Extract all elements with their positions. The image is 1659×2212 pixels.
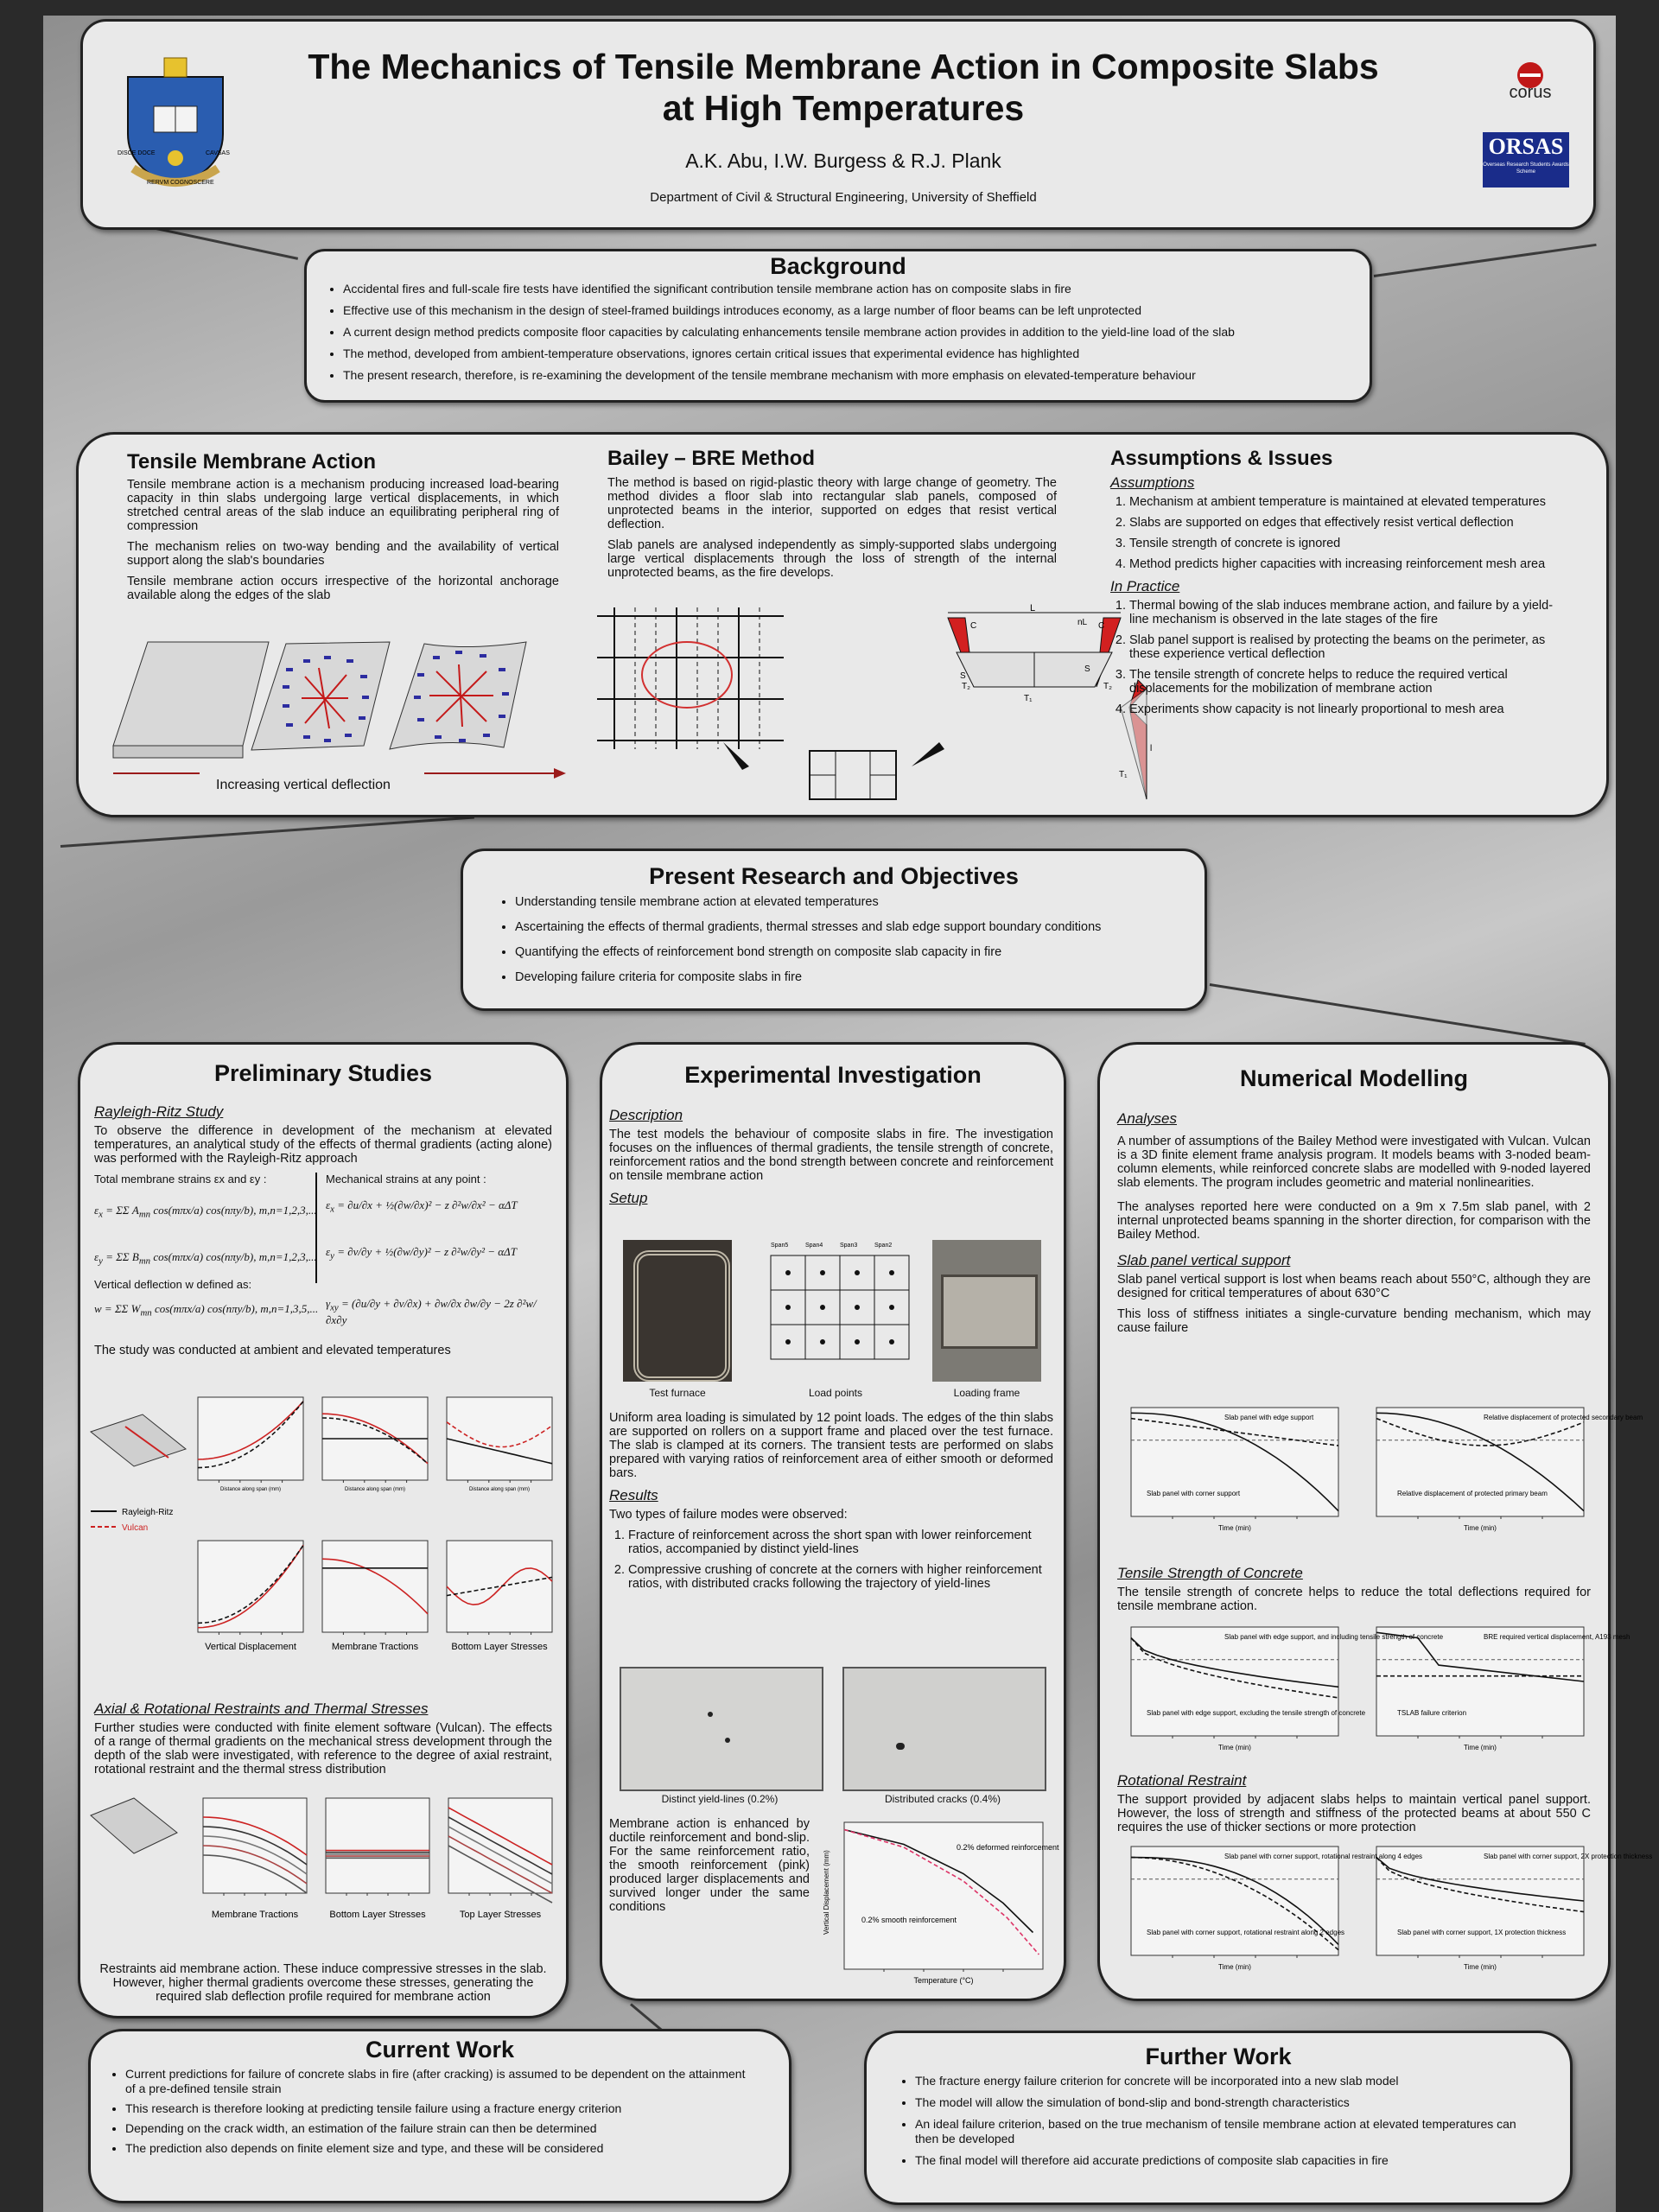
results-subheading: Results bbox=[609, 1487, 658, 1503]
legend-label: Rayleigh-Ritz bbox=[122, 1508, 174, 1517]
rotational-restraint-subheading: Rotational Restraint bbox=[1117, 1772, 1247, 1789]
test-furnace-photo bbox=[623, 1240, 732, 1382]
research-panel bbox=[461, 849, 1207, 1011]
list-item: 3. The tensile strength of concrete helps to reduce the required vertical displacements for the mobilization of membrane action bbox=[1129, 668, 1560, 696]
eq-right-title: Mechanical strains at any point : bbox=[326, 1173, 486, 1185]
slab-sketch bbox=[91, 1798, 177, 1853]
corus-wordmark: corus bbox=[1509, 83, 1552, 102]
authors: A.K. Abu, I.W. Burgess & R.J. Plank bbox=[685, 149, 1001, 172]
series-label: Slab panel with edge support, and including tensile strength of concrete bbox=[1224, 1633, 1444, 1641]
exp-para: Membrane action is enhanced by ductile reinforcement and bond-slip. For the same reinforcement ratio, the smooth reinforcement (pink) produced larger displacements and survived longer under the same conditions bbox=[609, 1817, 810, 1914]
figure-caption: Bottom Layer Stresses bbox=[329, 1910, 426, 1920]
loading-frame-photo bbox=[932, 1240, 1041, 1382]
orsas-logo bbox=[1483, 132, 1569, 188]
series-label: Slab panel with corner support, rotational restraint along 2 edges bbox=[1147, 1929, 1345, 1936]
tensile-strength-charts bbox=[1112, 1622, 1630, 1751]
label-C: C bbox=[1098, 621, 1105, 631]
chart-frame bbox=[326, 1798, 429, 1893]
list-item: 2. Slab panel support is realised by protecting the beams on the perimeter, as these experience vertical deflection bbox=[1129, 633, 1560, 661]
department: Department of Civil & Structural Engineering, University of Sheffield bbox=[650, 190, 1037, 205]
preliminary-panel bbox=[78, 1042, 569, 2018]
label-S: S bbox=[960, 671, 966, 681]
further-work-panel bbox=[864, 2031, 1573, 2205]
series-label: Relative displacement of protected primary beam bbox=[1397, 1490, 1548, 1497]
restraints-content bbox=[94, 1697, 552, 1783]
restraint-figures bbox=[91, 1789, 557, 1945]
series-label: Slab panel with corner support, 1X protection thickness bbox=[1397, 1929, 1567, 1936]
num-para: The support provided by adjacent slabs helps to maintain vertical panel support. However, the loss of strength and stiffness of the protected beams at about 550 C requires the use of thicker sections or more protection bbox=[1117, 1793, 1591, 1834]
series-label: Slab panel with corner support, rotational restraint along 4 edges bbox=[1224, 1853, 1423, 1860]
photo-caption: Distinct yield-lines (0.2%) bbox=[661, 1793, 779, 1805]
list-item: 1. Thermal bowing of the slab induces membrane action, and failure by a yield-line mechanism is observed in the late stages of the fire bbox=[1129, 599, 1560, 626]
series-label: Slab panel with corner support bbox=[1147, 1490, 1241, 1497]
eq-left-title: Total membrane strains εx and εy : bbox=[94, 1173, 267, 1185]
slab-sketch bbox=[91, 1414, 186, 1466]
results-list bbox=[609, 1529, 1053, 1591]
chart-frame bbox=[198, 1397, 303, 1480]
eq-mech-y: $\varepsilon_y = \partial v/\partial y$ + ½(∂w/∂y)² − z ∂²w/∂y² − αΔT bbox=[326, 1245, 517, 1262]
background-list bbox=[307, 282, 1370, 383]
series-label: 0.2% deformed reinforcement bbox=[957, 1843, 1059, 1852]
axis-label: Distance along span (mm) bbox=[468, 1487, 531, 1492]
label-T2: T₂ bbox=[962, 682, 970, 691]
chart-frame bbox=[1376, 1627, 1584, 1736]
list-item: • Current predictions for failure of concrete slabs in fire (after cracking) is assumed to be dependent on the attainment of a pre-defined tensile strain bbox=[125, 2067, 754, 2096]
prelim-para: Restraints aid membrane action. These induce compressive stresses in the slab. However, higher thermal gradients overcome these stresses, generating the required slab deflection profile required for membrane action bbox=[99, 1962, 547, 2004]
assumptions-list bbox=[1110, 495, 1560, 571]
exp-para: The test models the behaviour of composite slabs in fire. The investigation focuses on the influences of thermal gradients, the tensile strength of concrete, reinforcement ratios and the bond strength between concrete and reinforcement on tensile membrane action bbox=[609, 1128, 1053, 1183]
photo-caption: Loading frame bbox=[953, 1387, 1020, 1399]
label-S: S bbox=[1084, 664, 1090, 674]
list-item: • Accidental fires and full-scale fire tests have identified the significant contribution tensile membrane action has on composite slabs in fire bbox=[343, 282, 1352, 296]
chart-frame bbox=[1131, 1627, 1338, 1736]
series-label: TSLAB failure criterion bbox=[1397, 1709, 1467, 1717]
axis-label: Distance along span (mm) bbox=[219, 1487, 282, 1492]
eq-ey: $\varepsilon_y = \Sigma\Sigma$ $B_{mn}$ cos(mπx/a) cos(nπy/b), m,n=1,2,3,... bbox=[94, 1250, 317, 1267]
list-item: • The fracture energy failure criterion for concrete will be incorporated into a new slab model bbox=[915, 2074, 1535, 2088]
experimental-panel bbox=[600, 1042, 1066, 2001]
span-label: Span2 bbox=[874, 1243, 893, 1249]
list-item: • Quantifying the effects of reinforcement bond strength on composite slab capacity in fire bbox=[515, 945, 1205, 960]
eq-ex: $\varepsilon_x = \Sigma\Sigma$ $A_{mn}$ cos(mπx/a) cos(nπy/b), m,n=1,2,3,... bbox=[94, 1204, 317, 1220]
bailey-heading: Bailey – BRE Method bbox=[607, 447, 816, 470]
mechanism-panel bbox=[76, 432, 1609, 817]
num-para: A number of assumptions of the Bailey Method were investigated with Vulcan. Vulcan is a 3D finite element frame analysis program. It models beams with 3-noded beam-column elements, while reinforced concrete slabs are modelled with 9-noded layered slab elements. The program includes geometric and material nonlinearities. bbox=[1117, 1135, 1591, 1190]
prelim-content bbox=[94, 1100, 552, 1364]
eq-divider bbox=[315, 1173, 317, 1283]
photo-caption: Test furnace bbox=[649, 1387, 706, 1399]
tensile-strength-content bbox=[1117, 1561, 1591, 1620]
num-para: The tensile strength of concrete helps to reduce the total deflections required for tensile membrane action. bbox=[1117, 1586, 1591, 1613]
eq-mech-x: $\varepsilon_x = \partial u/\partial x$ + ½(∂w/∂x)² − z ∂²w/∂x² − αΔT bbox=[326, 1198, 518, 1215]
list-item: • The method, developed from ambient-temperature observations, ignores certain critical issues that experimental evidence has highlighted bbox=[343, 346, 1352, 361]
list-item: 1. Mechanism at ambient temperature is maintained at elevated temperatures bbox=[1129, 495, 1560, 509]
exp-para: Two types of failure modes were observed: bbox=[609, 1508, 848, 1522]
crack-decoration bbox=[1374, 244, 1597, 277]
figure-caption: Membrane Tractions bbox=[211, 1910, 299, 1920]
assumptions-subheading: Assumptions bbox=[1110, 474, 1195, 491]
list-item: 2. Slabs are supported on edges that effectively resist vertical deflection bbox=[1129, 516, 1560, 530]
current-work-panel bbox=[88, 2029, 791, 2203]
label-T1: T₁ bbox=[1024, 694, 1033, 703]
numerical-heading: Numerical Modelling bbox=[1239, 1065, 1469, 1091]
crack-decoration bbox=[1210, 983, 1586, 1046]
list-item: • Ascertaining the effects of thermal gradients, thermal stresses and slab edge support boundary conditions bbox=[515, 920, 1205, 935]
restraints-subheading: Axial & Rotational Restraints and Thermal Stresses bbox=[94, 1700, 429, 1717]
chart-frame bbox=[1376, 1408, 1584, 1516]
figure-caption: Membrane Tractions bbox=[331, 1642, 419, 1652]
bailey-para: Slab panels are analysed independently as simply-supported slabs undergoing large vertical displacements through the loss of strength of the internal unprotected beams, as the fire develops. bbox=[607, 538, 1057, 580]
num-para: Slab panel vertical support is lost when beams reach about 550°C, although they are designed for critical temperatures of about 630°C bbox=[1117, 1273, 1591, 1300]
chart-frame bbox=[1376, 1847, 1584, 1955]
label-l: l bbox=[1150, 744, 1153, 753]
figure-caption: Bottom Layer Stresses bbox=[451, 1642, 548, 1652]
assumptions-heading: Assumptions & Issues bbox=[1110, 447, 1333, 470]
series-label: Slab panel with edge support, excluding the tensile strength of concrete bbox=[1147, 1709, 1366, 1717]
crest-motto-left: DISCE DOCE bbox=[118, 150, 156, 156]
figure-caption: Top Layer Stresses bbox=[459, 1910, 542, 1920]
list-item: • A current design method predicts composite floor capacities by calculating enhancements tensile membrane action provides in addition to the yield-line load of the slab bbox=[343, 325, 1352, 340]
list-item: 3. Tensile strength of concrete is ignored bbox=[1129, 537, 1560, 550]
in-practice-subheading: In Practice bbox=[1110, 578, 1180, 594]
vertical-support-charts bbox=[1112, 1402, 1643, 1541]
tma-para: The mechanism relies on two-way bending and the availability of vertical support along the slab's boundaries bbox=[127, 540, 559, 568]
yield-lines-photo bbox=[620, 1667, 823, 1791]
title-line-2: at High Temperatures bbox=[662, 88, 1025, 128]
prelim-heading: Preliminary Studies bbox=[213, 1060, 433, 1086]
tma-slab-diagram bbox=[113, 633, 580, 780]
rotational-restraint-charts bbox=[1112, 1841, 1653, 1980]
x-axis-label: Time (min) bbox=[1218, 1524, 1251, 1532]
list-item: • An ideal failure criterion, based on the true mechanism of tensile membrane action at elevated temperatures can then be developed bbox=[915, 2117, 1535, 2146]
num-para: The analyses reported here were conducted on a 9m x 7.5m slab panel, with 2 internal unprotected beams spanning in the shorter direction, for comparison with the Bailey Method. bbox=[1117, 1200, 1591, 1242]
tma-para: Tensile membrane action occurs irrespective of the horizontal anchorage available along the edges of the slab bbox=[127, 575, 559, 602]
setup-subheading: Setup bbox=[609, 1190, 648, 1206]
span-label: Span5 bbox=[771, 1243, 789, 1249]
crest-motto-right: CAVSAS bbox=[206, 150, 230, 156]
prelim-para: To observe the difference in development of the mechanism at elevated temperatures, an analytical study of the effects of thermal gradients (acting alone) was performed with the Rayleigh-Ritz approach bbox=[94, 1124, 552, 1166]
list-item: • Effective use of this mechanism in the design of steel-framed buildings introduces economy, as a large number of floor beams can be left unprotected bbox=[343, 303, 1352, 318]
eq-gamma: $\gamma_{xy} = (\partial u/\partial y + \partial v/\partial x) + \partial w/\partial x$ ∂w/∂y − 2z ∂²w/∂x∂y bbox=[326, 1297, 537, 1326]
eq-defl-title: Vertical deflection w defined as: bbox=[94, 1278, 252, 1291]
list-item: • Developing failure criteria for composite slabs in fire bbox=[515, 970, 1205, 985]
rayleigh-ritz-figures bbox=[91, 1397, 557, 1743]
experimental-content bbox=[609, 1103, 1053, 1211]
x-axis-label: Time (min) bbox=[1218, 1744, 1251, 1751]
current-work-list bbox=[91, 2067, 789, 2156]
tensile-strength-subheading: Tensile Strength of Concrete bbox=[1117, 1565, 1303, 1581]
bailey-para: The method is based on rigid-plastic theory with large change of geometry. The method divides a floor slab into rectangular slab panels, composed of unprotected beams in the interior, supported on edges that resist vertical deflection. bbox=[607, 476, 1057, 531]
x-axis-label: Temperature (°C) bbox=[913, 1976, 974, 1985]
tma-heading: Tensile Membrane Action bbox=[127, 450, 377, 474]
crest-motto-bottom: RERVM COGNOSCERE bbox=[147, 180, 214, 186]
x-axis-label: Time (min) bbox=[1464, 1524, 1497, 1532]
background-panel bbox=[304, 249, 1372, 403]
tma-para: Tensile membrane action is a mechanism producing increased load-bearing capacity in thin slabs undergoing large vertical displacements, in which stretched central areas of the slab induce an equilibrating peripheral ring of compression bbox=[127, 478, 559, 533]
equations-block bbox=[94, 1173, 552, 1342]
vertical-support-subheading: Slab panel vertical support bbox=[1117, 1252, 1291, 1268]
title-line-1: The Mechanics of Tensile Membrane Action in Composite Slabs bbox=[308, 47, 1379, 86]
x-axis-label: Time (min) bbox=[1464, 1744, 1497, 1751]
chart-frame bbox=[1131, 1847, 1338, 1955]
list-item: 4. Method predicts higher capacities with increasing reinforcement mesh area bbox=[1129, 557, 1560, 571]
further-work-heading: Further Work bbox=[1145, 2044, 1292, 2069]
chart-frame bbox=[198, 1541, 303, 1632]
assumptions-section bbox=[1110, 447, 1560, 723]
series-label: Relative displacement of protected secondary beam bbox=[1484, 1414, 1643, 1421]
y-axis-label: Vertical Displacement (mm) bbox=[823, 1850, 830, 1935]
list-item: • The present research, therefore, is re-examining the development of the tensile membrane mechanism with more emphasis on elevated-temperature behaviour bbox=[343, 368, 1352, 383]
research-list bbox=[463, 895, 1205, 985]
crack-decoration bbox=[60, 817, 474, 848]
rotational-restraint-content bbox=[1117, 1769, 1591, 1841]
load-points-diagram bbox=[745, 1240, 918, 1382]
x-axis-label: Time (min) bbox=[1464, 1963, 1497, 1971]
list-item: 1. Fracture of reinforcement across the short span with lower reinforcement ratios, accompanied by distinct yield-lines bbox=[628, 1529, 1053, 1556]
exp-para: Uniform area loading is simulated by 12 point loads. The edges of the thin slabs are supported on rollers on a support frame and placed over the test furnace. The slab is clamped at its corners. The transient tests are performed on slabs prepared with varying ratios of reinforcement area of either smooth or deformed bars. bbox=[609, 1411, 1053, 1480]
photo-caption: Distributed cracks (0.4%) bbox=[884, 1793, 1001, 1805]
tma-section bbox=[127, 450, 559, 609]
series-label: Slab panel with corner support, 2X protection thickness bbox=[1484, 1853, 1653, 1860]
description-subheading: Description bbox=[609, 1107, 683, 1123]
experimental-content-2 bbox=[609, 1411, 1053, 1598]
rayleigh-ritz-subheading: Rayleigh-Ritz Study bbox=[94, 1103, 224, 1120]
list-item: • The model will allow the simulation of bond-slip and bond-strength characteristics bbox=[915, 2095, 1535, 2110]
list-item: • The prediction also depends on finite element size and type, and these will be considered bbox=[125, 2141, 754, 2156]
numerical-content bbox=[1117, 1107, 1591, 1342]
list-item: • Understanding tensile membrane action at elevated temperatures bbox=[515, 895, 1205, 910]
label-nL: nL bbox=[1077, 618, 1088, 627]
list-item: • The final model will therefore aid accurate predictions of composite slab capacities in fire bbox=[915, 2153, 1535, 2168]
distributed-cracks-photo bbox=[842, 1667, 1046, 1791]
corus-logo bbox=[1491, 58, 1569, 102]
current-work-heading: Current Work bbox=[365, 2037, 515, 2063]
legend-label: Vulcan bbox=[122, 1523, 149, 1533]
num-para: This loss of stiffness initiates a single-curvature bending mechanism, which may cause failure bbox=[1117, 1307, 1591, 1335]
orsas-wordmark: ORSAS bbox=[1488, 134, 1564, 159]
tma-arrow-label: Increasing vertical deflection bbox=[216, 778, 391, 792]
analyses-subheading: Analyses bbox=[1117, 1110, 1177, 1127]
label-C: C bbox=[970, 621, 977, 631]
label-L: L bbox=[1030, 603, 1036, 613]
span-label: Span4 bbox=[805, 1243, 823, 1249]
prelim-para: Further studies were conducted with finite element software (Vulcan). The effects of a range of thermal gradients on the mechanical stress development through the depth of the slab were investigated, with reference to the degree of axial restraint, rotational restraint and the thermal stress distribution bbox=[94, 1721, 552, 1777]
experimental-heading: Experimental Investigation bbox=[684, 1062, 982, 1088]
list-item: 4. Experiments show capacity is not linearly proportional to mesh area bbox=[1129, 702, 1560, 716]
numerical-panel bbox=[1097, 1042, 1653, 2001]
bailey-section bbox=[607, 447, 1057, 587]
series-label: Slab panel with edge support bbox=[1224, 1414, 1314, 1421]
label-T1: T₁ bbox=[1119, 770, 1128, 779]
poster-title bbox=[247, 46, 1440, 129]
series-label: 0.2% smooth reinforcement bbox=[861, 1916, 957, 1924]
eq-w: w = ΣΣ $W_{mn}$ cos(mπx/a) cos(nπy/b), m,n=1,3,5,... bbox=[94, 1302, 319, 1319]
chart-frame bbox=[1131, 1408, 1338, 1516]
figure-caption: Vertical Displacement bbox=[205, 1642, 296, 1652]
x-axis-label: Time (min) bbox=[1218, 1963, 1251, 1971]
span-label: Span3 bbox=[840, 1243, 858, 1249]
university-crest bbox=[116, 58, 235, 189]
chart-frame bbox=[447, 1541, 552, 1632]
orsas-subtitle: Overseas Research Students Awards Scheme bbox=[1483, 162, 1569, 175]
chart-frame bbox=[322, 1541, 428, 1632]
bond-chart bbox=[818, 1814, 1059, 1986]
label-T2: T₂ bbox=[1103, 682, 1112, 691]
research-heading: Present Research and Objectives bbox=[649, 863, 1019, 889]
prelim-para: The study was conducted at ambient and elevated temperatures bbox=[94, 1344, 451, 1357]
background-heading: Background bbox=[770, 253, 906, 279]
list-item: • Depending on the crack width, an estimation of the failure strain can then be determined bbox=[125, 2121, 754, 2136]
bailey-diagram bbox=[594, 604, 1155, 804]
list-item: 2. Compressive crushing of concrete at the corners with higher reinforcement ratios, with distributed cracks following the trajectory of yield-lines bbox=[628, 1563, 1053, 1591]
list-item: • This research is therefore looking at predicting tensile failure using a fracture energy criterion bbox=[125, 2101, 754, 2116]
header-panel bbox=[80, 19, 1596, 230]
series-label: BRE required vertical displacement, A193 mesh bbox=[1484, 1633, 1630, 1641]
axis-label: Distance along span (mm) bbox=[344, 1487, 406, 1492]
in-practice-list bbox=[1110, 599, 1560, 716]
further-work-list bbox=[867, 2074, 1570, 2168]
chart-frame bbox=[447, 1397, 552, 1480]
photo-caption: Load points bbox=[808, 1387, 863, 1399]
